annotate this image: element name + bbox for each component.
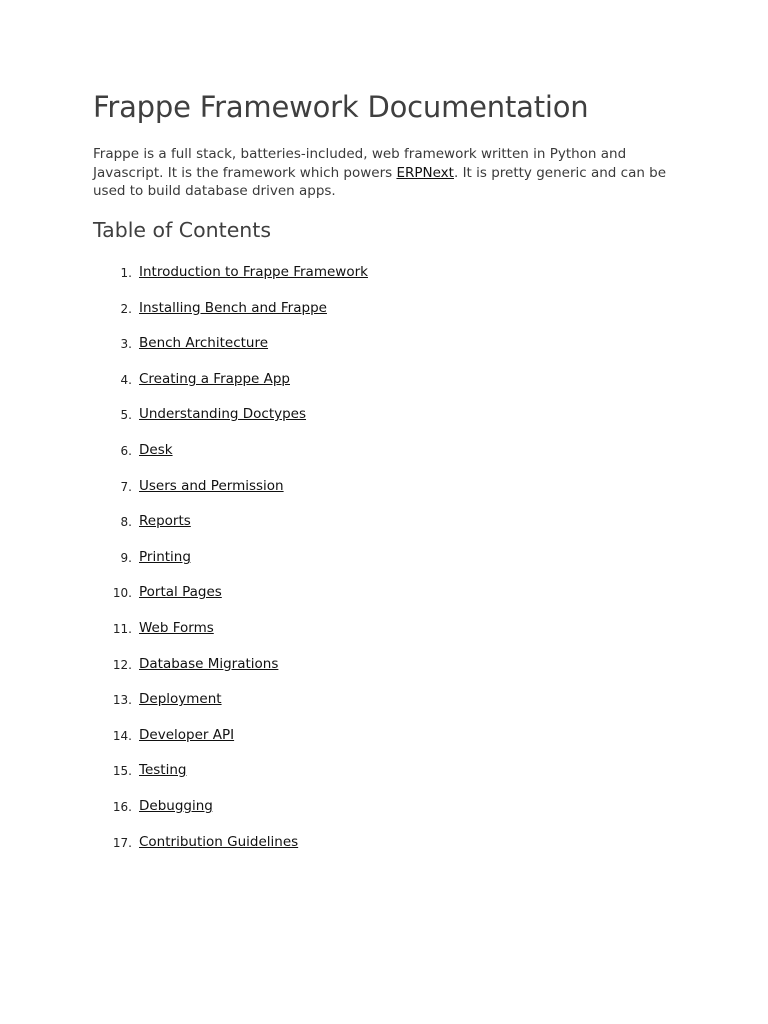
toc-item-number: 4.	[120, 372, 132, 387]
toc-item-number: 7.	[120, 479, 132, 494]
toc-link[interactable]: Understanding Doctypes	[139, 406, 307, 423]
toc-link[interactable]: Bench Architecture	[139, 335, 269, 352]
toc-item-number: 2.	[120, 301, 132, 316]
toc-link[interactable]: Database Migrations	[139, 655, 279, 672]
toc-link[interactable]: Testing	[139, 762, 187, 779]
toc-link[interactable]: Creating a Frappe App	[139, 370, 290, 387]
intro-paragraph	[93, 145, 693, 201]
toc-item-number: 6.	[120, 443, 132, 458]
toc-item-number: 9.	[120, 550, 132, 565]
toc-item-number: 17.	[112, 835, 132, 850]
toc-item-number: 14.	[112, 728, 132, 743]
toc-link[interactable]: Contribution Guidelines	[139, 833, 299, 850]
toc-link[interactable]: Reports	[139, 513, 191, 530]
toc-link[interactable]: Printing	[139, 548, 191, 565]
toc-link[interactable]: Debugging	[139, 797, 213, 814]
toc-item-number: 15.	[112, 764, 132, 779]
toc-item-number: 1.	[120, 266, 132, 280]
toc-item-number: 5.	[120, 408, 132, 423]
page-title: Frappe Framework Documentation	[93, 90, 589, 124]
toc-item-number: 12.	[112, 657, 132, 672]
erpnext-link[interactable]: ERPNext	[396, 164, 454, 181]
toc-link[interactable]: Deployment	[139, 691, 222, 708]
toc-item-number: 8.	[120, 515, 132, 530]
toc-item-number: 11.	[112, 621, 132, 636]
toc-link[interactable]: Users and Permission	[139, 477, 284, 494]
toc-item-number: 3.	[120, 337, 132, 352]
toc-item-number: 16.	[112, 799, 132, 814]
intro-text-start: Frappe is a full stack, batteries-included, web framework written in Python and Javascript. It is the framework which powers	[93, 146, 627, 181]
toc-link[interactable]: Desk	[139, 441, 173, 458]
toc-link[interactable]: Installing Bench and Frappe	[139, 299, 327, 316]
toc-link[interactable]: Introduction to Frappe Framework	[139, 264, 368, 280]
toc-item-number: 10.	[112, 586, 132, 601]
toc-item-number: 13.	[112, 693, 132, 708]
toc-heading: Table of Contents	[93, 218, 272, 242]
intro-text-end: . It is pretty generic and can be used to build database driven apps.	[93, 164, 667, 199]
toc-link[interactable]: Developer API	[139, 726, 235, 743]
toc-link[interactable]: Web Forms	[139, 619, 214, 636]
toc-link[interactable]: Portal Pages	[139, 584, 222, 601]
